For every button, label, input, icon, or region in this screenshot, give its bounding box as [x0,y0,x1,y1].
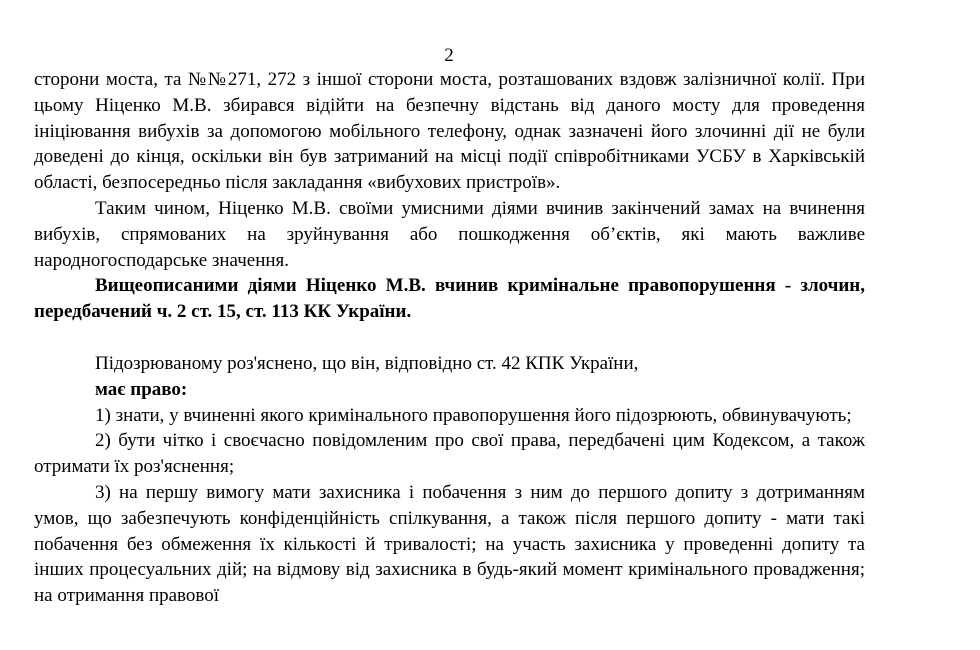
page-number: 2 [444,45,454,66]
list-item [34,480,865,609]
list-item-text: знати, у вчиненні якого кримінального правопорушення його підозрюють, обвинувачують; [115,404,852,426]
list-item-number: 1) [95,404,111,426]
paragraph-conclusion: Таким чином, Ніценко М.В. своїми умисними діями вчинив закінчений замах на вчинення вибухів, спрямованих на зруйнування або пошкодження об’єктів, які мають важливе народногосподарське значення. [34,197,865,271]
list-item [34,428,865,480]
list-item-text: на першу вимогу мати захисника і побачення з ним до першого допиту з дотриманням умов, що забезпечують конфіденційність спілкування, а також після першого допиту - мати такі побачення без обмеження їх кількості й тривалості; на участь захисника у проведенні допиту та інших процесуальних дій; на відмову від захисника в будь-який момент кримінального провадження; на отримання правової [34,481,865,607]
paragraph-has-right: має право: [95,378,188,400]
document-body [34,67,865,609]
list-item [34,403,865,429]
list-item-number: 3) [95,481,111,503]
paragraph-qualification: Вищеописаними діями Ніценко М.В. вчинив кримінальне правопорушення - злочин, передбачений ч. 2 ст. 15, ст. 113 КК України. [34,275,865,323]
paragraph-bridge-description: сторони моста, та №№271, 272 з іншої сторони моста, розташованих вздовж залізничної колії. При цьому Ніценко М.В. збирався відійти на безпечну відстань від даного мосту для проведення ініціювання вибухів за допомогою мобільного телефону, однак зазначені його злочинні дії не були доведені до кінця, оскільки він був затриманий на місці події співробітниками УСБУ в Харківській області, безпосередньо після закладання «вибухових пристроїв». [34,69,865,194]
list-item-number: 2) [95,430,111,452]
paragraph-rights-intro: Підозрюваному роз'яснено, що він, відповідно ст. 42 КПК України, [95,352,639,374]
list-item-text: бути чітко і своєчасно повідомленим про свої права, передбачені цим Кодексом, а також отримати їх роз'яснення; [34,430,866,478]
